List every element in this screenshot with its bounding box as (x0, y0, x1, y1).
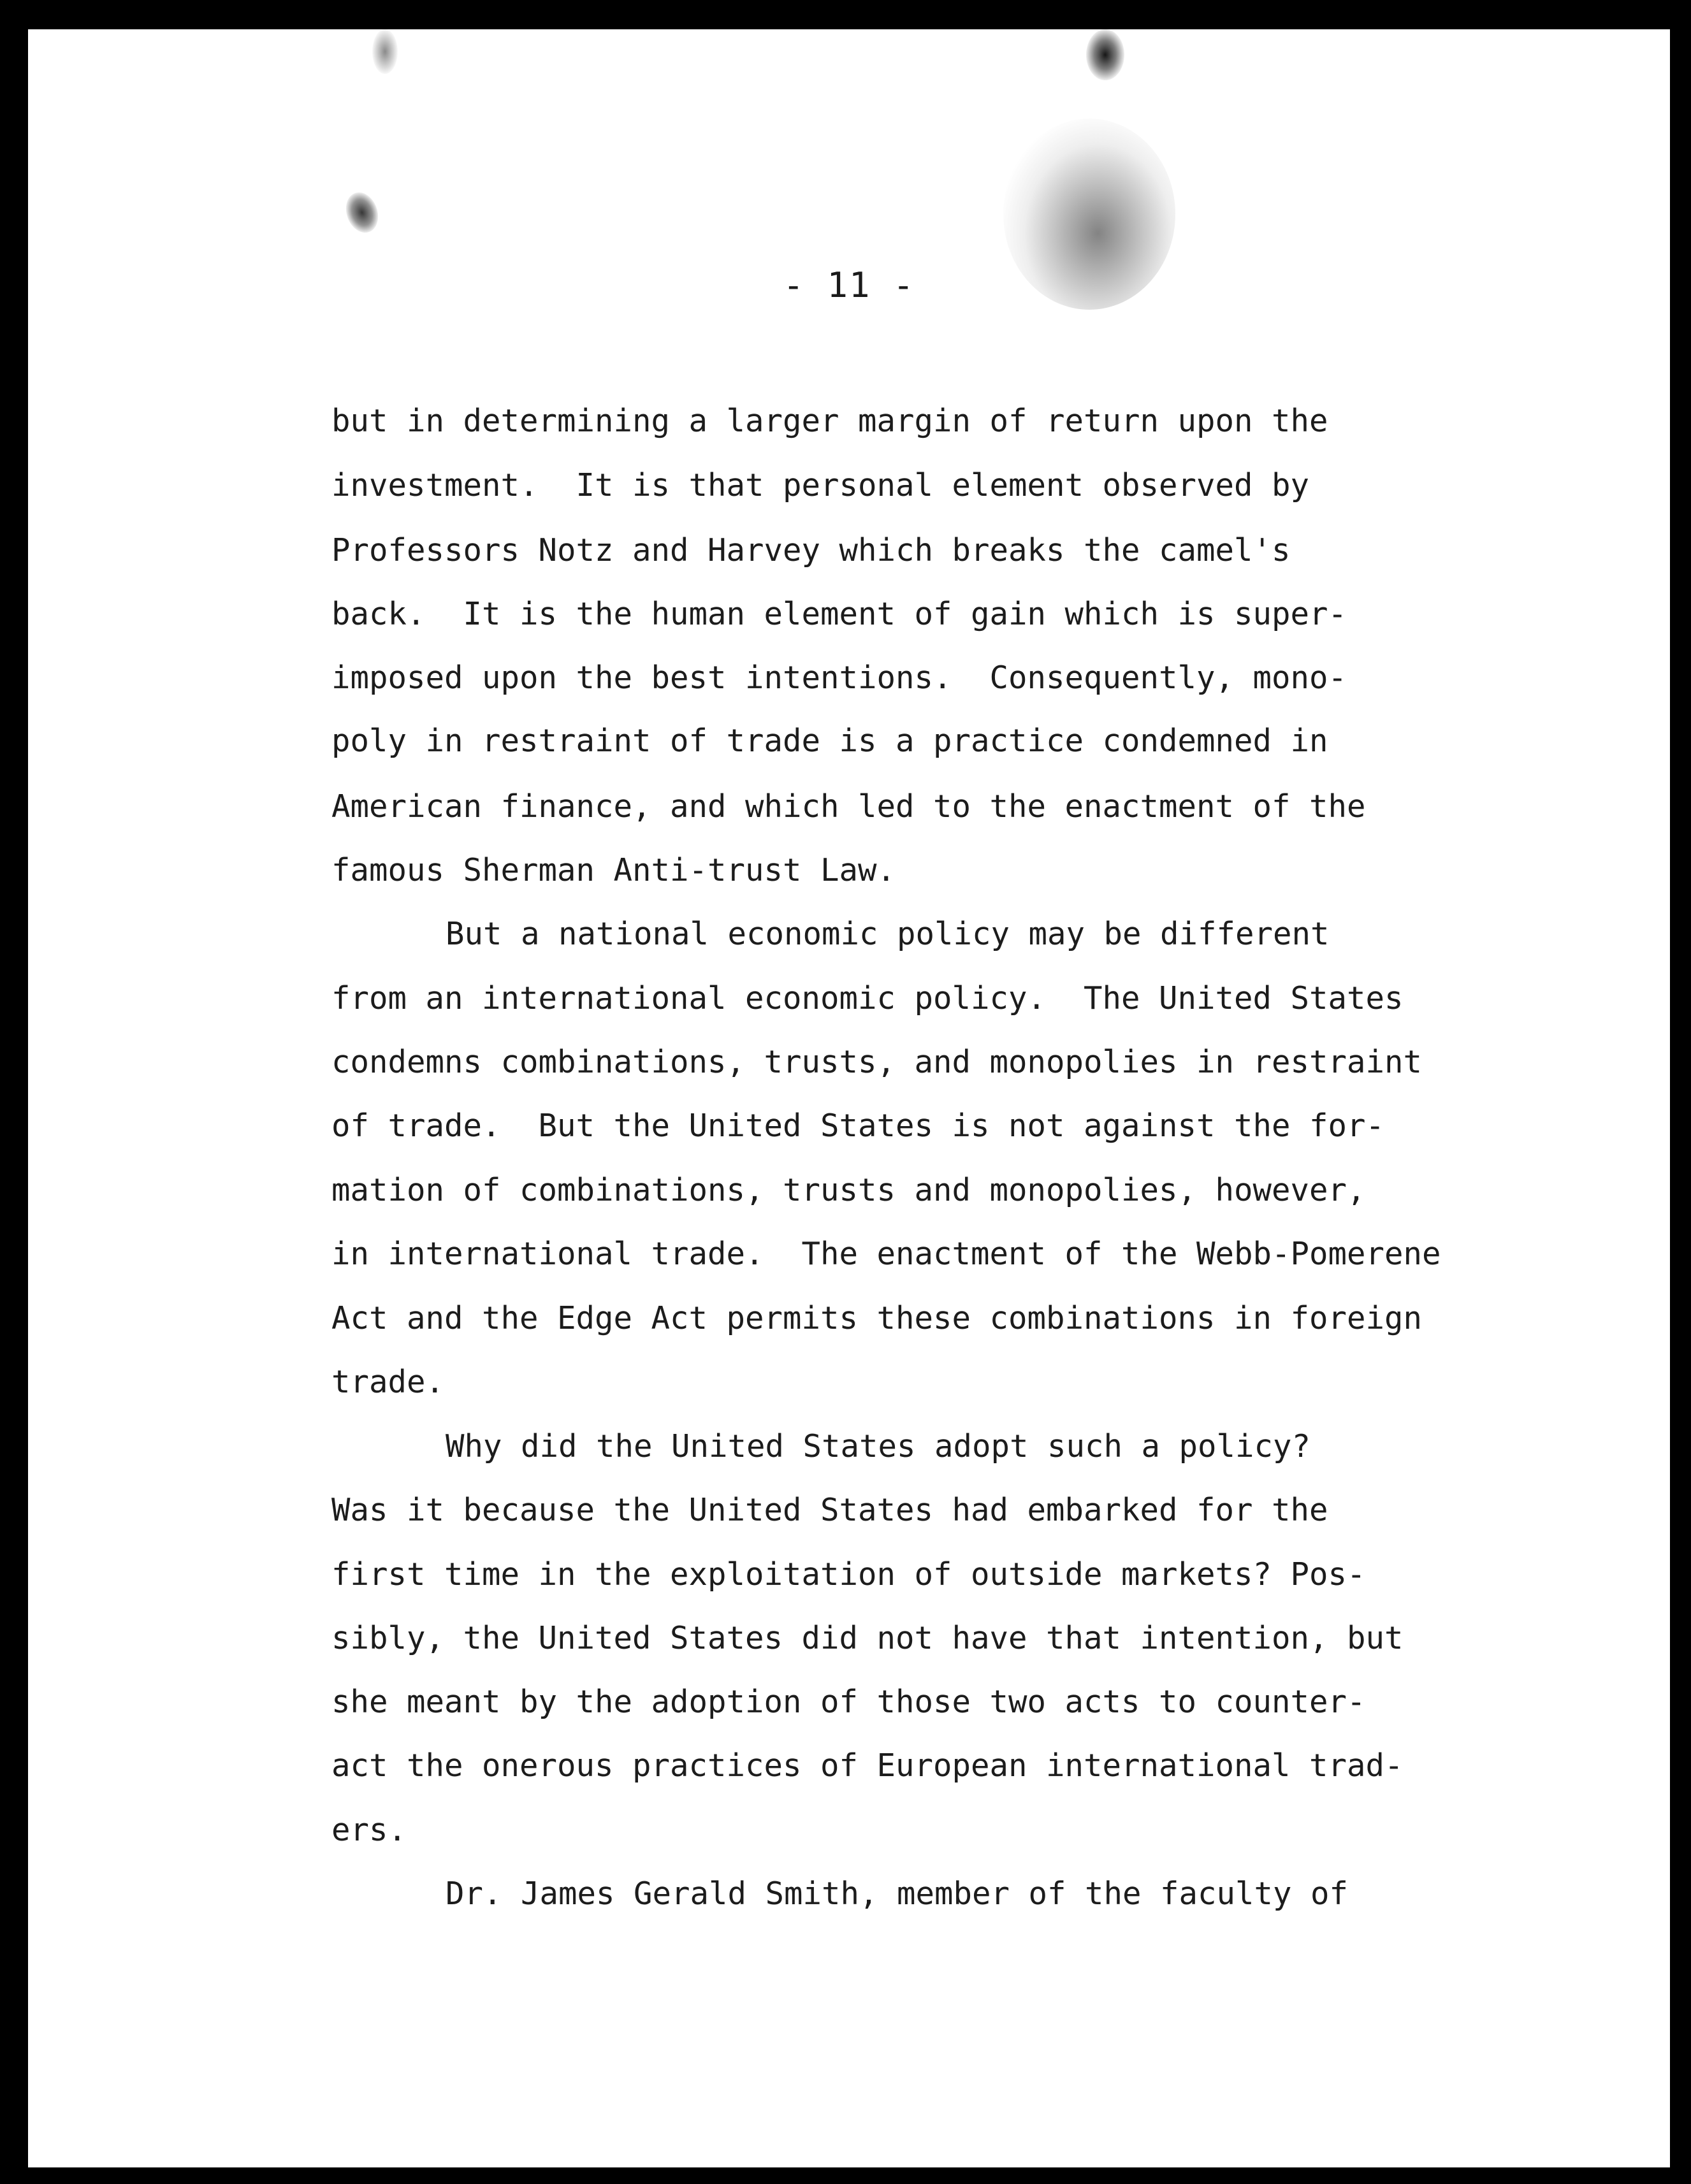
text-line: investment. It is that personal element observed by (331, 467, 1310, 503)
text-line: famous Sherman Anti-trust Law. (331, 852, 896, 888)
document-page (28, 29, 1670, 2167)
page-number: - 11 - (783, 265, 915, 305)
text-line: But a national economic policy may be different (446, 916, 1330, 952)
text-line: first time in the exploitation of outside markets? Pos- (331, 1556, 1366, 1593)
text-line: Dr. James Gerald Smith, member of the faculty of (446, 1876, 1349, 1912)
text-line: condemns combinations, trusts, and monopolies in restraint (331, 1044, 1423, 1080)
text-line: ers. (331, 1812, 407, 1848)
text-line: mation of combinations, trusts and monopolies, however, (331, 1172, 1366, 1208)
text-line: but in determining a larger margin of return upon the (331, 403, 1328, 439)
text-line: she meant by the adoption of those two acts to counter- (331, 1684, 1366, 1720)
text-line: of trade. But the United States is not against the for- (331, 1108, 1385, 1144)
text-line: Why did the United States adopt such a policy? (446, 1428, 1311, 1464)
ink-smudge (340, 188, 383, 237)
text-line: from an international economic policy. The United States (331, 980, 1404, 1016)
text-line: imposed upon the best intentions. Consequently, mono- (331, 660, 1347, 696)
text-line: Professors Notz and Harvey which breaks the camel's (331, 532, 1291, 568)
text-line: back. It is the human element of gain which is super- (331, 596, 1347, 632)
text-line: in international trade. The enactment of the Webb-Pomerene (331, 1236, 1441, 1272)
text-line: poly in restraint of trade is a practice condemned in (331, 723, 1328, 759)
ink-smudge (1086, 29, 1124, 80)
text-line: trade. (331, 1364, 445, 1400)
text-line: American finance, and which led to the enactment of the (331, 788, 1366, 825)
text-line: act the onerous practices of European international trad- (331, 1747, 1404, 1784)
text-line: Was it because the United States had embarked for the (331, 1492, 1328, 1528)
text-line: sibly, the United States did not have that intention, but (331, 1620, 1404, 1656)
text-line: Act and the Edge Act permits these combinations in foreign (331, 1300, 1423, 1336)
ink-smudge (372, 29, 398, 74)
